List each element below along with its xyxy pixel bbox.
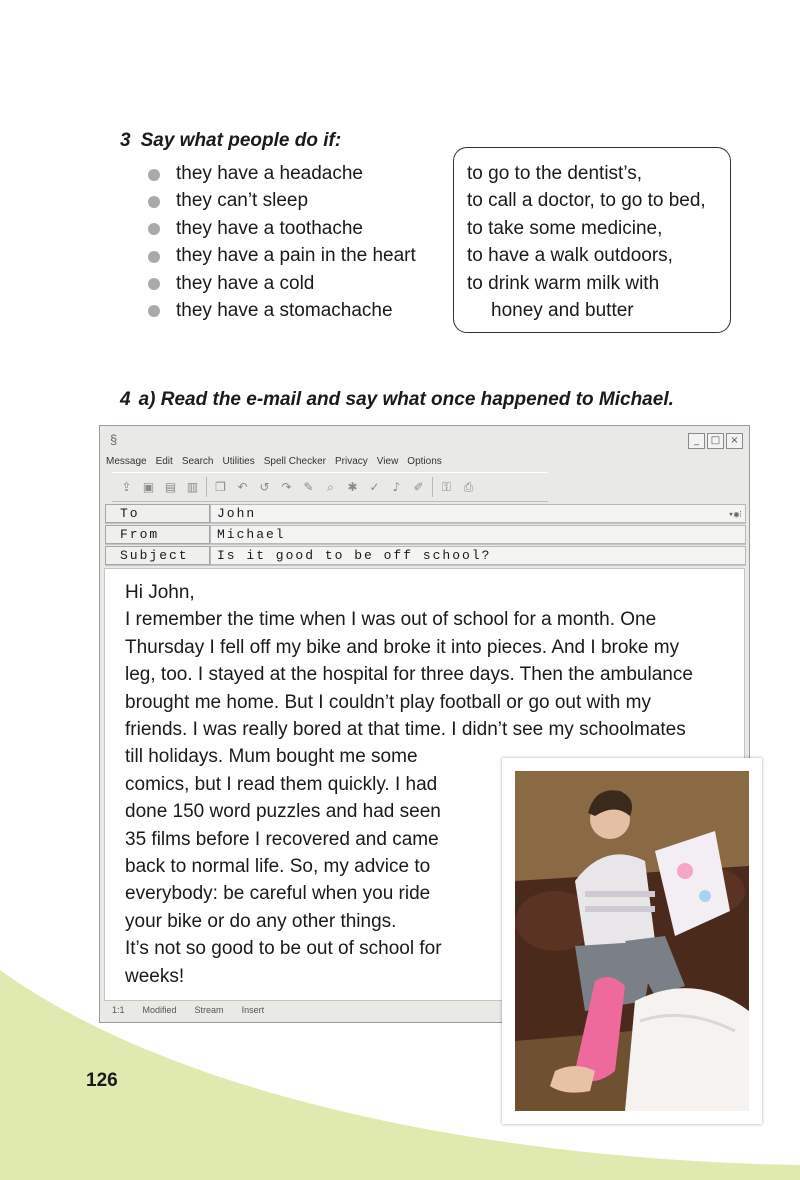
email-line: friends. I was really bored at that time. I didn’t see my schoolmates (125, 719, 686, 741)
from-row (105, 525, 746, 545)
email-line: back to normal life. So, my advice to (125, 856, 431, 878)
exercise-3-heading (120, 130, 341, 152)
close-icon[interactable]: × (726, 433, 743, 449)
encrypt-icon[interactable]: ⚿ (441, 479, 452, 494)
email-line: It’s not so good to be out of school for (125, 938, 442, 960)
bullet-icon (148, 196, 160, 208)
forward-icon[interactable]: ↷ (281, 480, 292, 494)
exercise-4-number: 4 (120, 389, 131, 410)
list-item: they have a pain in the heart (148, 242, 416, 269)
bullet-icon (148, 278, 160, 290)
menu-item-spell-checker[interactable]: Spell Checker (263, 456, 326, 467)
status-bar (112, 1005, 264, 1015)
email-headers (105, 504, 746, 567)
email-line: leg, too. I stayed at the hospital for three days. Then the ambulance (125, 664, 693, 686)
advice-line: to call a doctor, to go to bed, (467, 190, 706, 212)
maximize-icon[interactable]: □ (707, 433, 724, 449)
menu-item-privacy[interactable]: Privacy (335, 456, 368, 467)
title-bar (100, 426, 749, 454)
bullet-icon (148, 251, 160, 263)
page-number: 126 (86, 1070, 118, 1091)
menu-item-edit[interactable]: Edit (155, 456, 173, 467)
window-controls (688, 433, 743, 449)
bullet-icon (148, 169, 160, 181)
priority-icon[interactable]: ♪ (392, 480, 401, 494)
advice-line: to have a walk outdoors, (467, 245, 673, 267)
save-icon[interactable]: ▣ (142, 480, 155, 494)
list-item: they have a toothache (148, 215, 416, 242)
email-line: Thursday I fell off my bike and broke it into pieces. And I broke my (125, 636, 680, 658)
from-label: From (105, 525, 210, 544)
exercise-4-heading (120, 389, 674, 411)
email-line: 35 films before I recovered and came (125, 828, 439, 850)
menu-item-view[interactable]: View (376, 456, 399, 467)
toolbar-divider (206, 477, 207, 497)
subject-row (105, 546, 746, 566)
menu-bar (106, 456, 442, 467)
app-icon: § (110, 432, 118, 447)
spell-icon[interactable]: ✓ (369, 480, 380, 494)
to-row (105, 504, 746, 524)
advice-line: to take some medicine, (467, 217, 663, 239)
menu-item-options[interactable]: Options (407, 456, 442, 467)
problem-list (148, 160, 416, 324)
email-line: comics, but I read them quickly. I had (125, 773, 438, 795)
menu-item-message[interactable]: Message (106, 456, 147, 467)
list-item: they have a cold (148, 270, 416, 297)
exercise-3-title: Say what people do if: (140, 130, 342, 151)
email-line: everybody: be careful when you ride (125, 883, 431, 905)
list-item: they can’t sleep (148, 187, 416, 214)
toolbar-divider (432, 477, 433, 497)
status-modified: Modified (142, 1005, 177, 1015)
exercise-3-number: 3 (120, 130, 131, 151)
find-icon[interactable]: ⌕ (327, 479, 334, 494)
email-line: I remember the time when I was out of school for a month. One (125, 609, 657, 631)
list-item: they have a stomachache (148, 297, 416, 324)
from-field[interactable]: Michael (210, 525, 746, 544)
photo-illustration (515, 771, 749, 1111)
send-icon[interactable]: ⇪ (121, 480, 132, 494)
minimize-icon[interactable]: _ (688, 433, 705, 449)
advice-line: to go to the dentist’s, (467, 163, 642, 184)
toolbar (112, 472, 548, 502)
bullet-icon (148, 305, 160, 317)
advice-line: honey and butter (491, 300, 634, 322)
list-item: they have a headache (148, 160, 416, 187)
status-stream: Stream (194, 1005, 224, 1015)
chart-icon[interactable]: ▥ (186, 480, 199, 494)
email-line: your bike or do any other things. (125, 910, 397, 932)
email-line: Hi John, (125, 582, 195, 603)
email-line: weeks! (125, 965, 185, 987)
email-line: brought me home. But I couldn’t play football or go out with my (125, 691, 651, 713)
status-position: 1:1 (112, 1005, 125, 1015)
subject-field[interactable]: Is it good to be off school? (210, 546, 746, 565)
menu-item-search[interactable]: Search (181, 456, 214, 467)
advice-line: to drink warm milk with (467, 272, 660, 294)
to-field[interactable]: John ▾◉⁝ (210, 504, 746, 523)
address-book-icon[interactable]: ✱ (347, 480, 358, 494)
address-picker-icon[interactable]: ▾◉⁝ (728, 510, 742, 520)
attach-icon[interactable]: ✎ (303, 480, 314, 494)
print-icon[interactable]: ⎙ (463, 479, 474, 494)
bullet-icon (148, 223, 160, 235)
trash-icon[interactable]: ▤ (164, 480, 177, 494)
subject-label: Subject (105, 546, 210, 565)
to-label: To (105, 504, 210, 523)
email-line: done 150 word puzzles and had seen (125, 801, 441, 823)
status-insert: Insert (241, 1005, 265, 1015)
advice-box (453, 147, 731, 333)
reply-icon[interactable]: ↶ (237, 480, 248, 494)
reply-all-icon[interactable]: ↺ (259, 480, 270, 494)
email-line: till holidays. Mum bought me some (125, 746, 418, 768)
menu-item-utilities[interactable]: Utilities (222, 456, 255, 467)
sign-icon[interactable]: ✐ (413, 480, 424, 494)
exercise-4-title: a) Read the e-mail and say what once happened to Michael. (138, 389, 674, 410)
copy-icon[interactable]: ❐ (215, 480, 226, 494)
photo-boy-with-broken-leg (502, 758, 762, 1124)
